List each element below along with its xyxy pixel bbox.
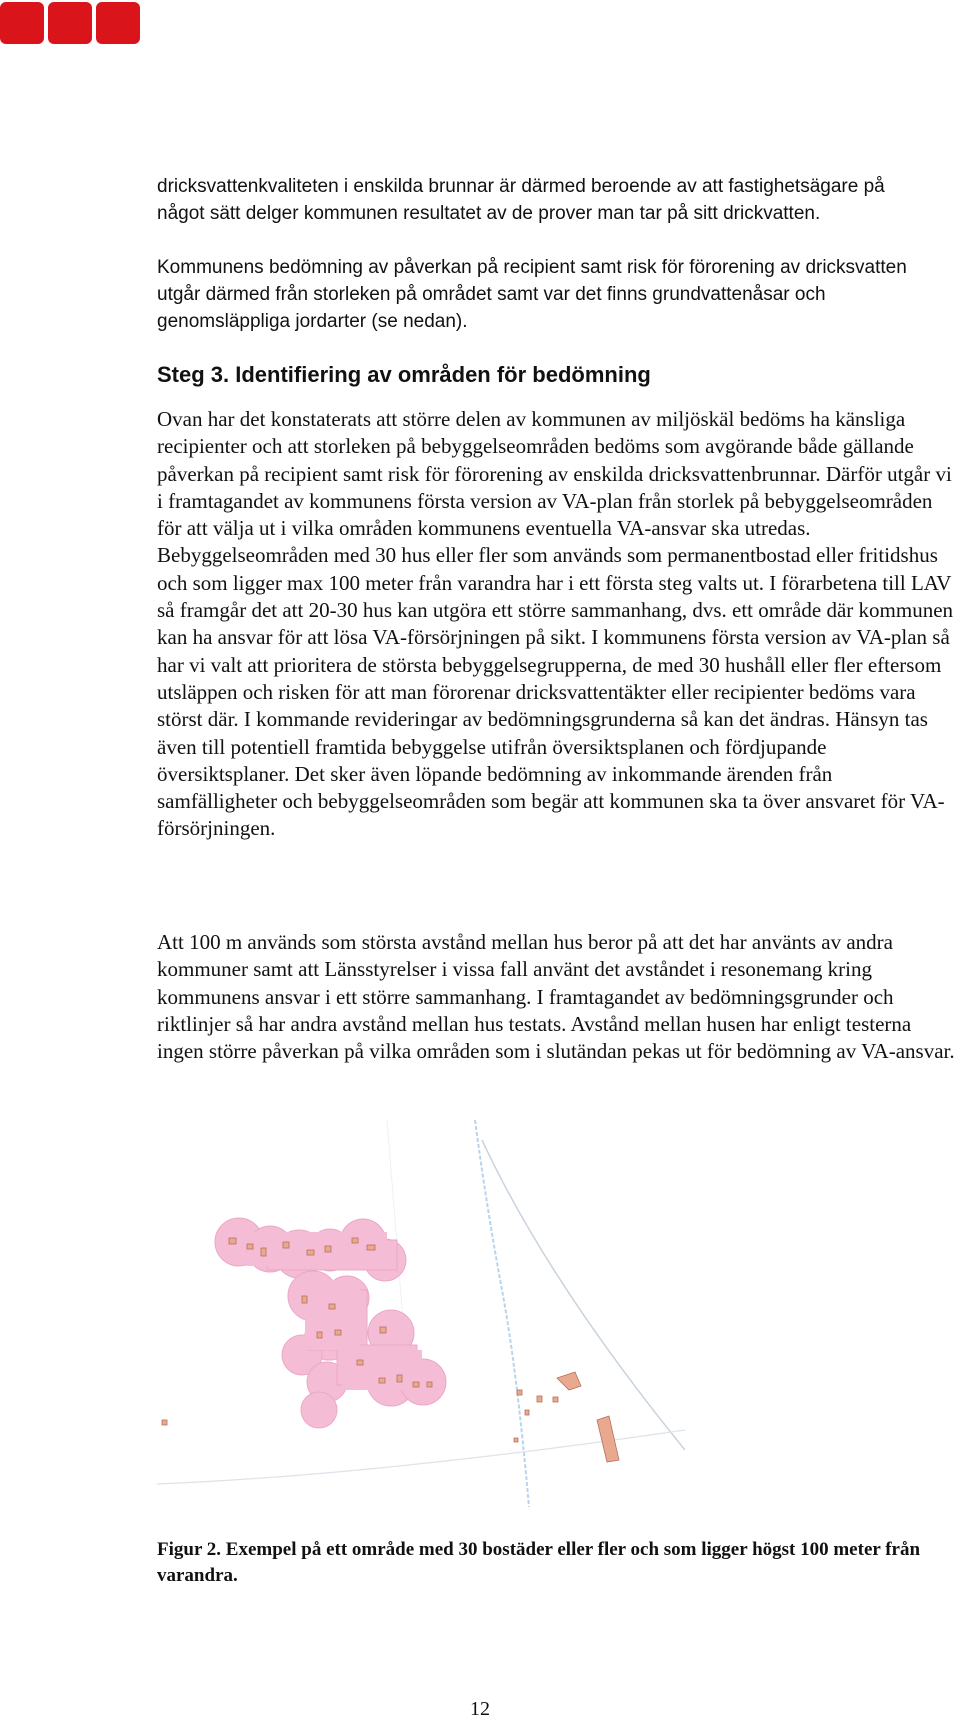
paragraph-avstand: Att 100 m används som största avstånd mellan hus beror på att det har använts av andra kommuner samt att Länsstyrelser i vissa fall använt det avståndet i resonemang kring kommunens ansvar i ett större sammanhang. I framtagandet av bedömningsgrunder och riktlinjer så har andra avstånd mellan hus testats. Avstånd mellan husen har enligt testerna ingen större påverkan på vilka områden som i slutändan pekas ut för bedömning av VA-ansvar.: [157, 930, 955, 1064]
section-heading: Steg 3. Identifiering av områden för bedömning: [157, 362, 651, 387]
logo-block: [96, 2, 140, 44]
page-number: 12: [470, 1698, 490, 1720]
paragraph-identifiering: Ovan har det konstaterats att större delen av kommunen av miljöskäl bedöms ha känsliga recipienter och att storleken på bebyggelseområden bedöms som avgörande både gällande påverkan på recipient samt risk för förorening av enskilda dricksvattenbrunnar. Därför utgår vi i framtagandet av kommunens första version av VA-plan från storlek på bebyggelseområden för att välja ut i vilka områden kommunens eventuella VA-ansvar ska utredas. Bebyggelseområden med 30 hus eller fler som används som permanentbostad eller fritidshus och som ligger max 100 meter från varandra har i ett första steg valts ut. I förarbetena till LAV så framgår det att 20-30 hus kan utgöra ett större sammanhang, dvs. ett område där kommunen kan ha ansvar för att lösa VA-försörjningen på sikt. I kommunens första version av VA-plan så har vi valt att prioritera de största bebyggelsegrupperna, de med 30 hushåll eller fler eftersom utsläppen och risken för att man förorenar dricksvattentäkter eller recipienter bedöms vara störst där. I kommande revideringar av bedömningsgrunderna så kan det ändras. Hänsyn tas även till potentiell framtida bebyggelse utifrån översiktsplanen och fördjupande översiktsplaner. Det sker även löpande bedömning av inkommande ärenden från samfälligheter och bebyggelseområden som begär att kommunen ska ta över ansvaret för VA-försörjningen.: [157, 407, 954, 841]
logo-block: [48, 2, 92, 44]
paragraph-bedomning: Kommunens bedömning av påverkan på recipient samt risk för förorening av dricksvatten utgår därmed från storleken på området samt var det finns grundvattenåsar och genomsläppliga jordarter (se nedan).: [157, 257, 907, 332]
logo-block: [0, 2, 44, 44]
figure-caption: Figur 2. Exempel på ett område med 30 bostäder eller fler och som ligger högst 100 meter från varandra.: [157, 1539, 921, 1586]
logo: [0, 2, 140, 44]
paragraph-brunnar: dricksvattenkvaliteten i enskilda brunnar är därmed beroende av att fastighetsägare på något sätt delger kommunen resultatet av de prover man tar på sitt drickvatten.: [157, 176, 885, 224]
map-figure: [157, 1120, 685, 1507]
